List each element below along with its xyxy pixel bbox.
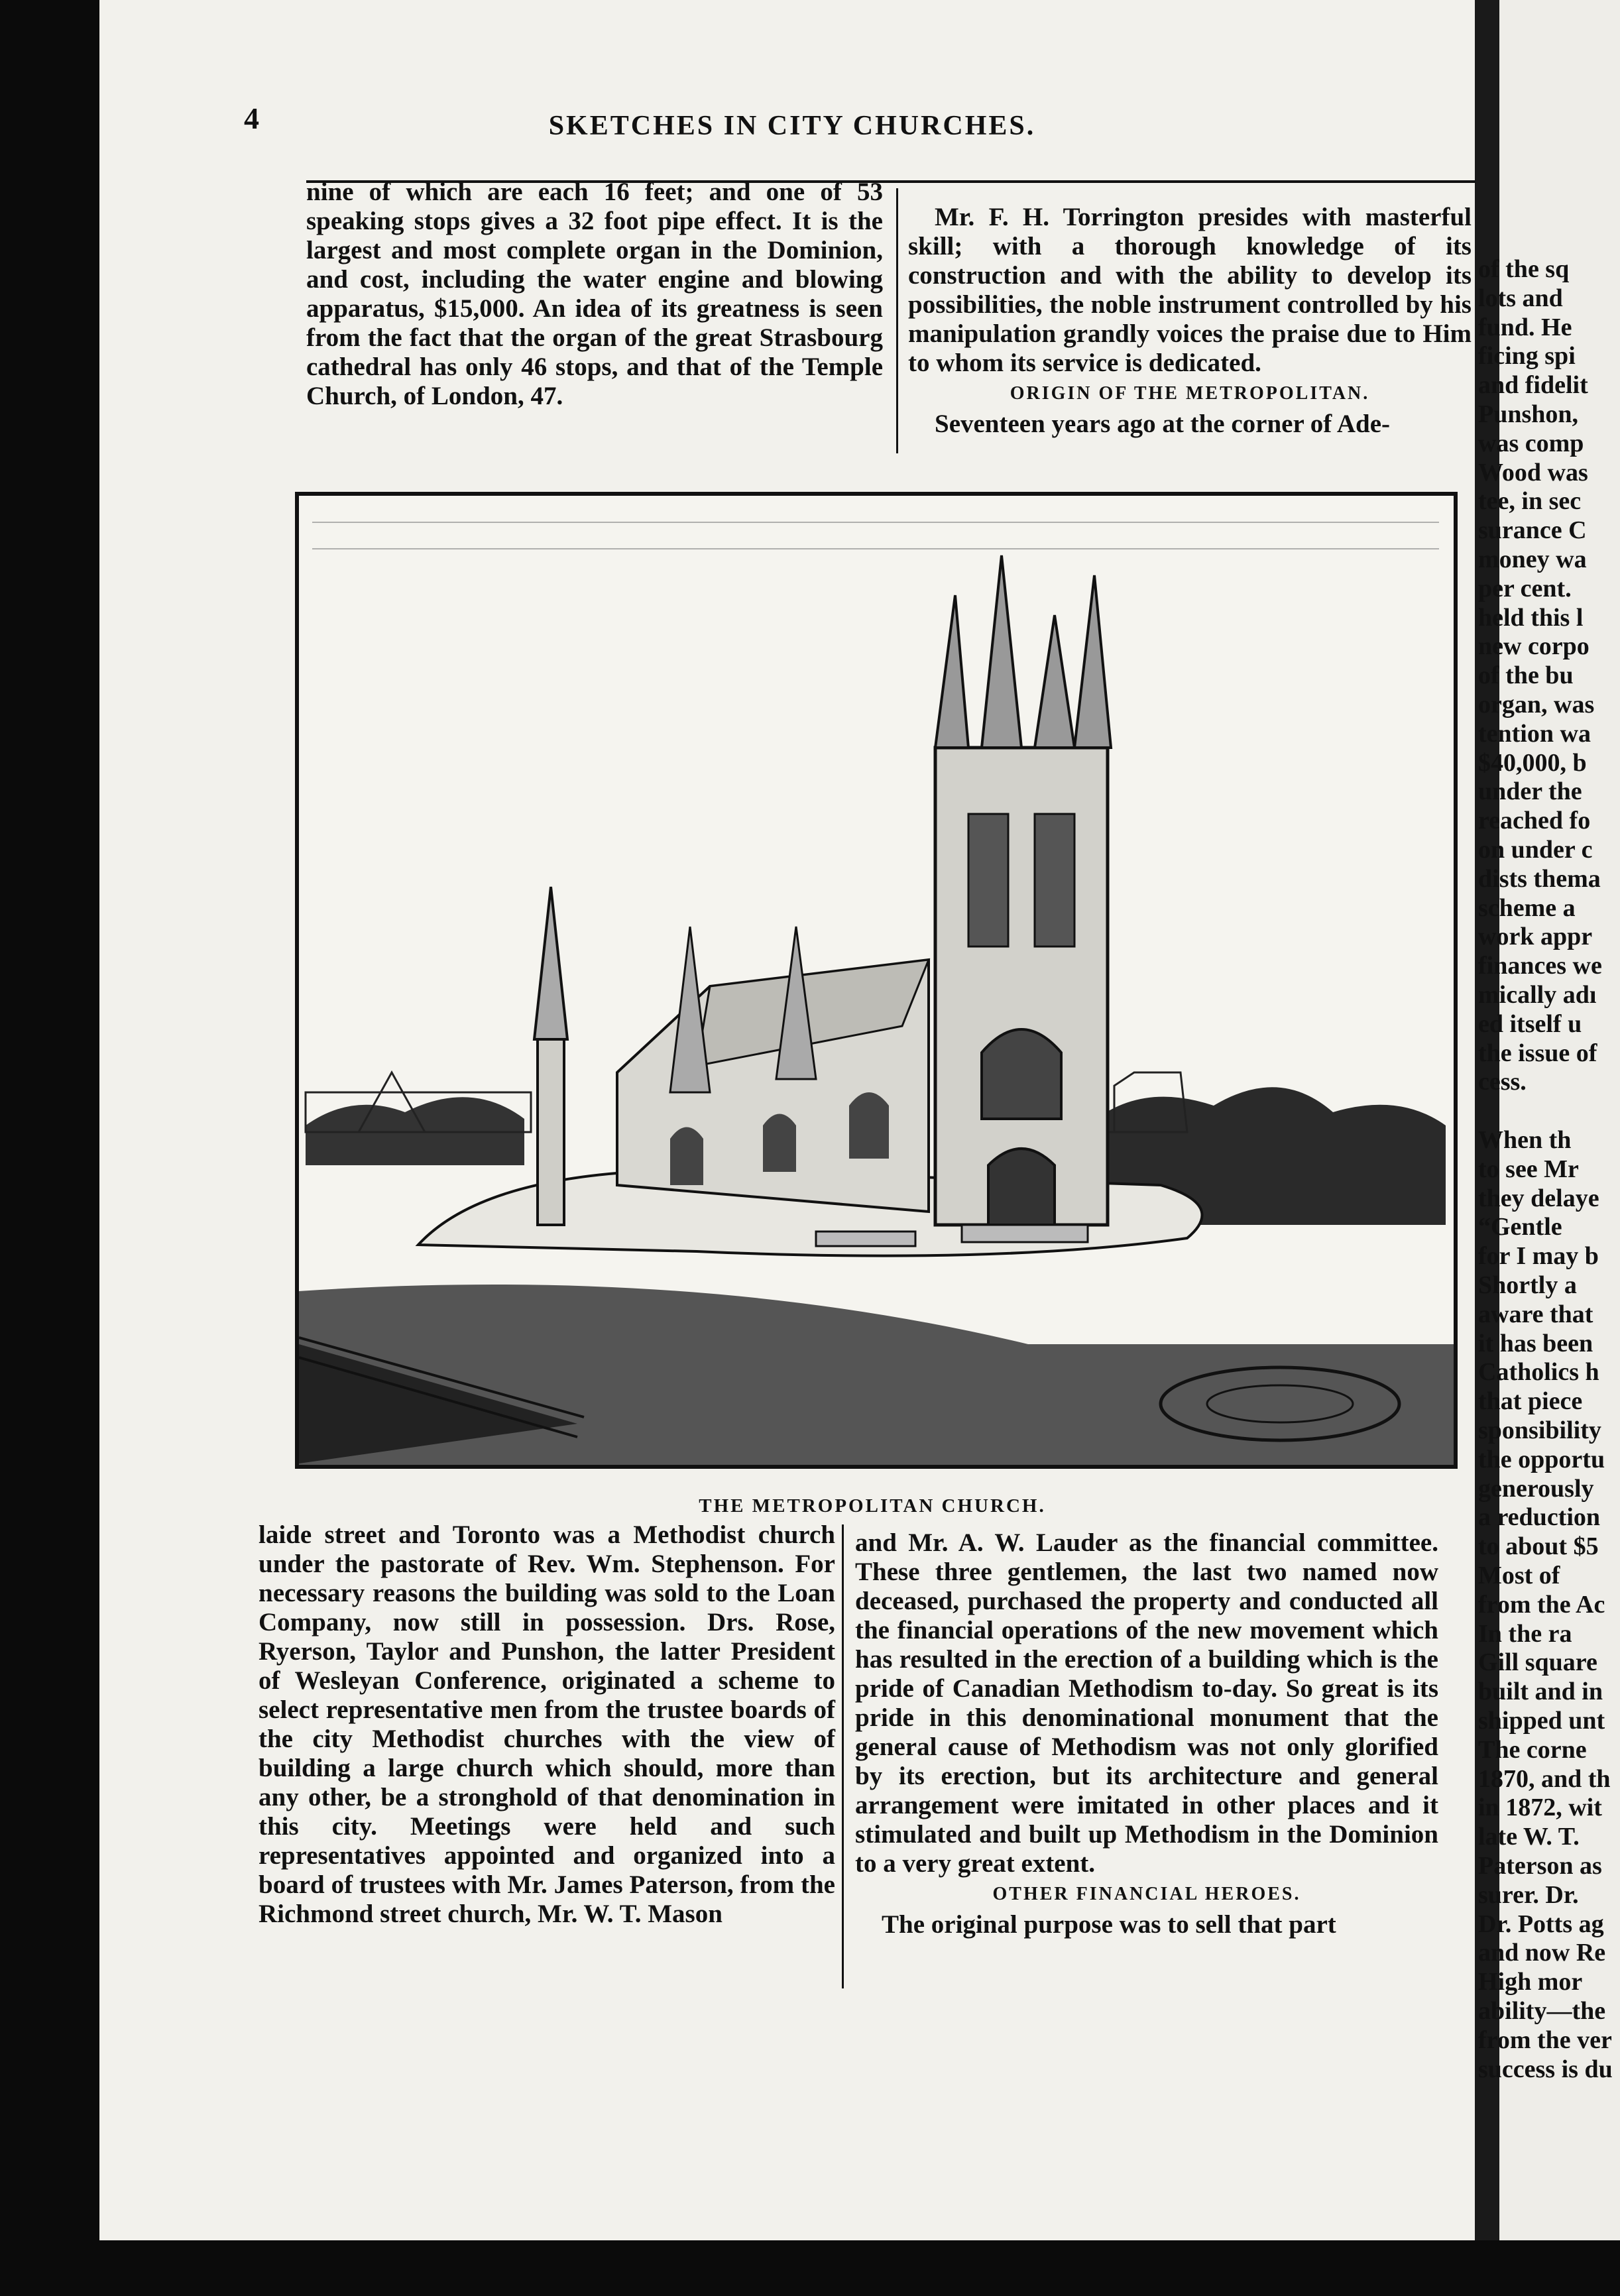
adjacent-page-line: lots and [1478,284,1563,312]
adjacent-page-line: mically adı [1478,981,1597,1009]
adjacent-page-line: money wa [1478,545,1587,573]
adjacent-page-line: Shortly a [1478,1271,1577,1299]
adjacent-page-line: surance C [1478,516,1587,545]
adjacent-page-line: shipped unt [1478,1707,1605,1735]
adjacent-page-line: and fidelit [1478,371,1588,400]
adjacent-page-line: under the [1478,777,1582,806]
adjacent-page-line: aware that [1478,1300,1593,1328]
adjacent-page-line: of the bu [1478,661,1574,690]
adjacent-page-line: ed itself u [1478,1009,1582,1038]
adjacent-page-line: When th [1478,1126,1572,1154]
adjacent-page-line: they delaye [1478,1184,1599,1212]
paragraph-origin-start: Seventeen years ago at the corner of Ade- [935,410,1391,438]
adjacent-page-line: new corpo [1478,632,1590,661]
paragraph-financial-committee: and Mr. A. W. Lauder as the financial committee. These three gentlemen, the last two named now deceased, purchased the property and conducted all the financial operations of the new movement which has resulted in the erection of a building which is the pride of Canadian Methodism to-day. So great is its pride in this denominational monument that the general cause of Methodism was not only glorified by its erection, but its architecture and general arrangement were imitated in other places and it stimulated and built up Methodism in the Dominion to a very great extent. [855,1528,1438,1878]
adjacent-page-line: dists thema [1478,864,1601,893]
adjacent-page-line: surer. Dr. [1478,1880,1579,1909]
adjacent-page-line: High mor [1478,1968,1583,1996]
adjacent-page-line: “Gentle [1478,1213,1562,1241]
paragraph-organ: nine of which are each 16 feet; and one of 53 speaking stops gives a 32 foot pipe effect. It is the largest and most complete organ in the Dominion, and cost, including the water engine and blowing apparatus, $15,000. An idea of its greatness is seen from the fact that the organ of the great Strasbourg cathedral has only 46 stops, and that of the Temple Church, of London, 47. [306,178,883,410]
column-top-right [908,203,1472,439]
adjacent-page-line: fund. He [1478,313,1572,341]
adjacent-page-line: was comp [1478,429,1584,457]
adjacent-page-line: work appr [1478,923,1593,951]
running-header: SKETCHES IN CITY CHURCHES. [548,111,1036,141]
adjacent-page-line: in 1872, wit [1478,1794,1602,1822]
adjacent-page-line: that piece [1478,1387,1583,1416]
adjacent-page-line: reached fo [1478,807,1591,835]
column-bottom-right [855,1528,1438,1939]
adjacent-page-line: Dr. Potts ag [1478,1910,1604,1938]
adjacent-page-line: to see Mr [1478,1155,1579,1183]
column-divider-bottom [842,1524,844,1988]
adjacent-page-line: of the sq [1478,255,1570,283]
adjacent-page-line: tention wa [1478,719,1591,748]
adjacent-page-line: Most of [1478,1562,1560,1589]
adjacent-page-line: 1870, and th [1478,1764,1611,1793]
column-bottom-left [259,1521,835,1929]
adjacent-page-line: to about $5 [1478,1532,1599,1561]
adjacent-page-line: it has been [1478,1329,1593,1357]
adjacent-page-line: late W. T. [1478,1823,1580,1851]
adjacent-page-line: In the ra [1478,1619,1572,1648]
column-divider-top [896,188,898,453]
adjacent-page-line: Catholics h [1478,1358,1599,1387]
subhead-origin: ORIGIN OF THE METROPOLITAN. [1010,383,1370,404]
figure-caption: THE METROPOLITAN CHURCH. [699,1495,1046,1517]
paragraph-heroes-start: The original purpose was to sell that part [882,1910,1336,1939]
adjacent-page-line: finances we [1478,952,1602,980]
adjacent-page-line: The corne [1478,1735,1587,1764]
adjacent-page-line: Wood was [1478,458,1588,487]
adjacent-page-line: scheme a [1478,893,1576,922]
adjacent-page-line: held this l [1478,603,1584,632]
adjacent-page-line: and now Re [1478,1939,1606,1967]
paragraph-torrington: Mr. F. H. Torrington presides with masterful skill; with a thorough knowledge of its construction and with the ability to develop its possibilities, the noble instrument controlled by his manipulation grandly voices the praise due to Him to whom its service is dedicated. [908,203,1472,377]
adjacent-page-line: tee, in sec [1478,487,1582,516]
adjacent-page-line: the issue of [1478,1039,1597,1067]
adjacent-page-line: built and in [1478,1678,1603,1706]
adjacent-page-line: sponsibility [1478,1416,1601,1444]
scan-border [0,2240,1620,2296]
adjacent-page-line: from the Ac [1478,1590,1605,1619]
page-number: 4 [244,101,259,135]
church-engraving [295,492,1458,1469]
adjacent-page-line: Paterson as [1478,1852,1602,1880]
adjacent-page-line: organ, was [1478,691,1595,718]
metropolitan-church-illustration [299,496,1454,1465]
adjacent-page-line: Punshon, [1478,400,1579,428]
column-top-left [306,178,883,411]
adjacent-page-line: on under c [1478,836,1593,864]
adjacent-page-line: a reduction [1478,1503,1601,1532]
adjacent-page-line: for I may b [1478,1242,1599,1271]
adjacent-page-line: generously [1478,1474,1594,1503]
paragraph-origin-continued: laide street and Toronto was a Methodist church under the pastorate of Rev. Wm. Stephenson. For necessary reasons the building was sold to the Loan Company, now still in possession. Drs. Rose, Ryerson, Taylor and Punshon, the latter President of Wesleyan Conference, originated a scheme to select representative men from the trustee boards of the city Methodist churches with the view of building a large church which should, more than any other, be a stronghold of that denomination in this city. Meetings were held and such representatives appointed and organized into a board of trustees with Mr. James Paterson, from the Richmond street church, Mr. W. T. Mason [259,1521,835,1928]
adjacent-page-line: cess. [1478,1068,1527,1096]
adjacent-page-line: from the ver [1478,2026,1612,2054]
adjacent-page-line: ability—the [1478,1997,1606,2025]
adjacent-page-line: ficing spi [1478,342,1576,371]
adjacent-page-line: $40,000, b [1478,748,1587,777]
adjacent-page-line: Gill square [1478,1648,1597,1677]
subhead-financial-heroes: OTHER FINANCIAL HEROES. [992,1884,1301,1904]
adjacent-page-line: success is du [1478,2055,1613,2083]
adjacent-page-line: the opportu [1478,1445,1605,1473]
adjacent-page-line: per cent. [1478,574,1572,603]
